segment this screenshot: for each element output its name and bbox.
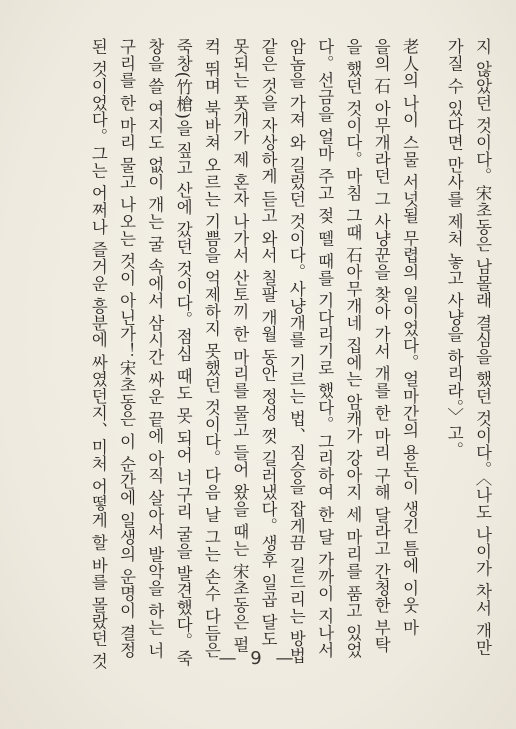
text-line: 지 않았던 것이다。宋초동은 남몰래 결심을 했던 것이다。〈나도 나이가 차서 개만 (473, 38, 492, 656)
page-number: — 9 — (218, 648, 298, 669)
text-line: 다。선금을 얼마 주고 젖 뗄 때를 기다리기로 했다。그리하여 한 달 가까이 지나서 (315, 38, 335, 659)
text-line: 가질 수 있다면 만사를 제처 놓고 사냥을 하리라。〉고。 (444, 38, 464, 459)
text-line: 암놈을 가져 와 길렀던 것이다。사냥개를 기르는 법、짐승을 잡게끔 길드리는 방법 (286, 38, 306, 664)
text-line: 구리를 한 마리 물고 나오는 것이 아닌가！宋초동은 이 순간에 일생의 운명이 결정 (117, 38, 137, 659)
text-line: 못되는 풋개가 제 혼자 나가서 산토끼 한 마리를 물고 들어 왔을 때는 宋초동은 펄 (230, 38, 250, 654)
text-line: 같은 것을 자상하게 듣고 와서 칠팔 개월 동안 정성 껏 길러냈다。생후 일곱 달도 (258, 38, 278, 648)
text-line: 老人의 나이 스물 서넛될 무렵의 일이었다。얼마간의 용돈이 생긴 틈에 이웃 마 (400, 38, 420, 636)
text-line: 을 했던 것이다。마침 그때 石아무개네 집에는 암캐가 강아지 세 마리를 품고 있었 (343, 38, 363, 659)
body-text (83, 38, 496, 670)
text-line: 을의 石 아무개라던 그 사냥꾼을 찾아 가서 개를 한 마리 구해 달라고 간청한 부탁 (371, 38, 391, 654)
text-line: 죽창(竹槍)을 짚고 산에 갔던 것이다。점심 때도 못 되어 너구리 굴을 발견했다。죽 (173, 38, 193, 667)
text-line: 컥 뛰며 북바쳐 오르는 기쁨을 억제하지 못했던 것이다。다음 날 그는 손수 다듬은 (201, 38, 221, 659)
text-line: 창을 쓸 여지도 없이 개는 굴 속에서 삼시간 싸운 끝에 아직 살아서 발악을 하는 너 (145, 38, 165, 659)
text-line: 된 것이었다。그는 어쩌나 즐거운 흥분에 싸였던지、미처 어떻게 할 바를 몰랐던 것 (88, 38, 108, 670)
